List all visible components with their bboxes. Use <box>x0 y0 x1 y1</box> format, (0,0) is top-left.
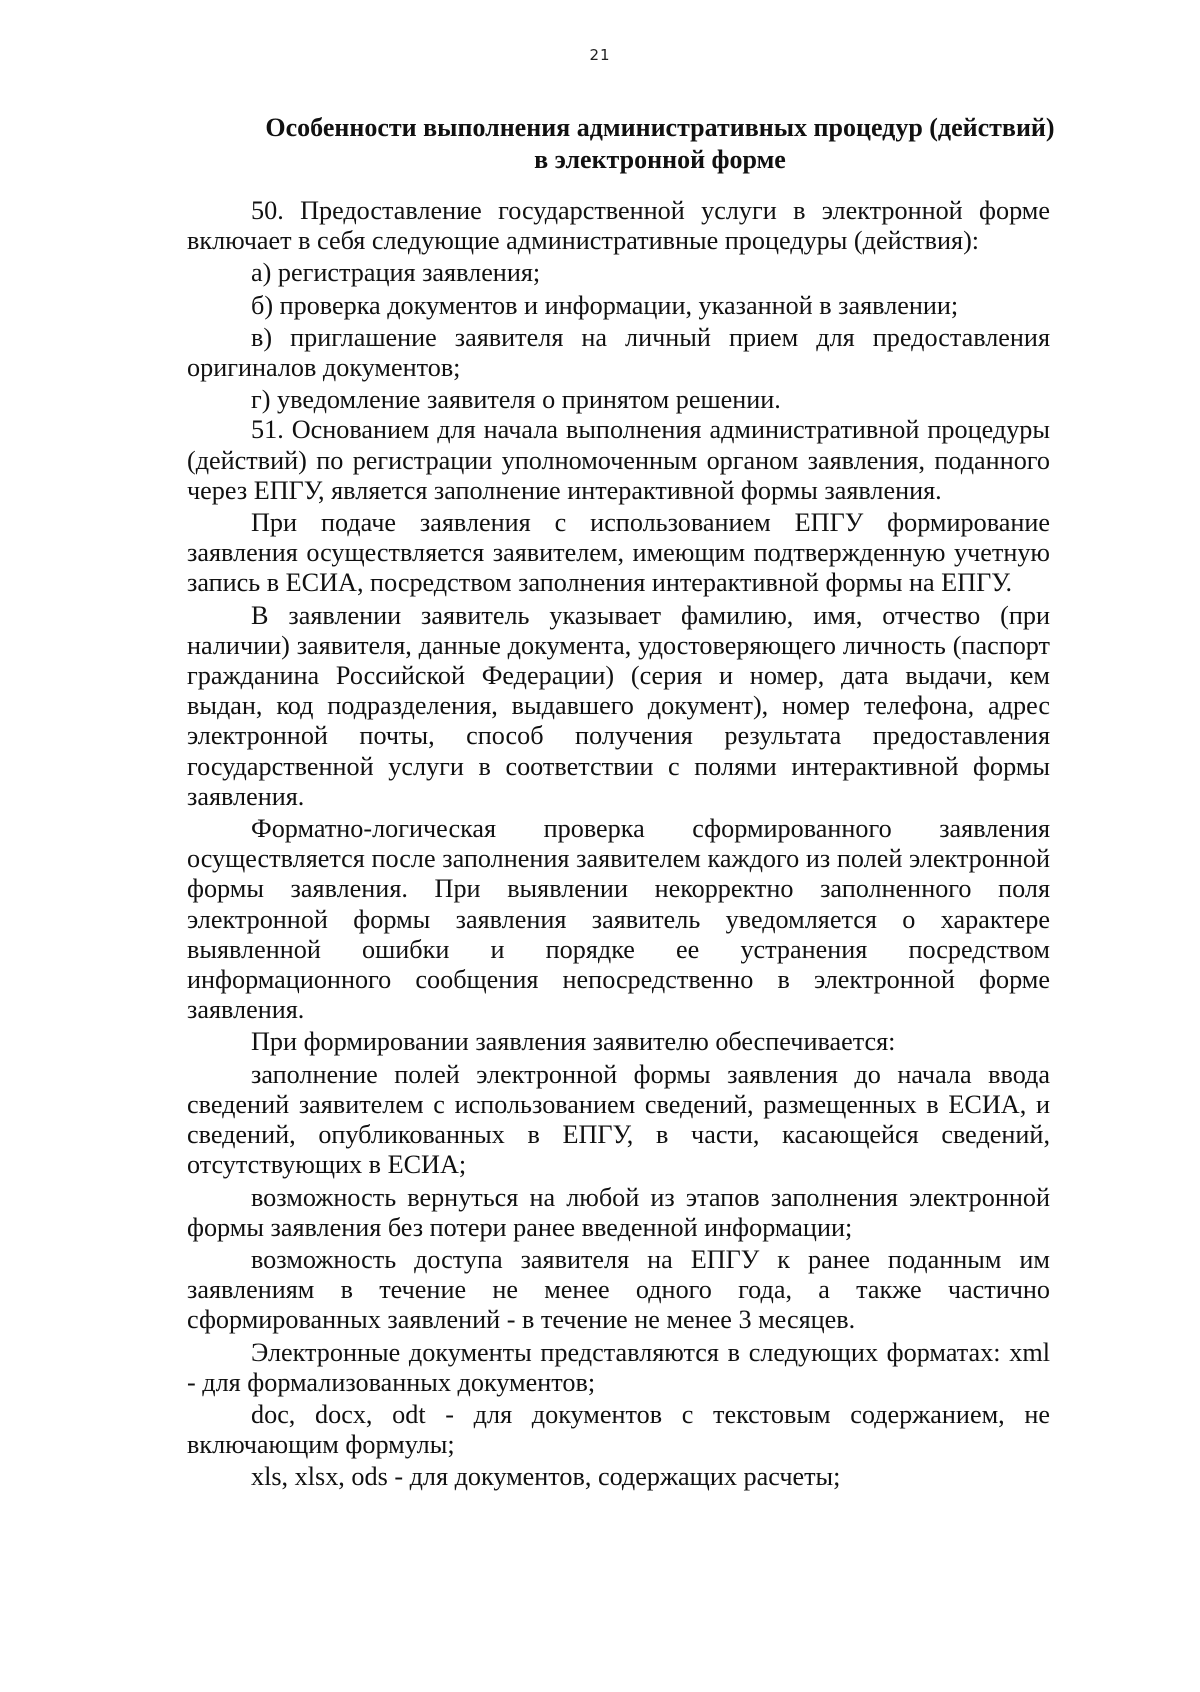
list-item-b: б) проверка документов и информации, указанной в заявлении; <box>251 290 959 320</box>
paragraph-formats-xls: xls, xlsx, ods - для документов, содержащих расчеты; <box>251 1462 841 1492</box>
section-title-line-1: Особенности выполнения административных процедур (действий) <box>265 113 1055 142</box>
paragraph-50: 50. Предоставление государственной услуги в электронной форме включает в себя следующие административные процедуры (действия): <box>187 196 1050 256</box>
paragraph-submission: При подаче заявления с использованием ЕПГУ формирование заявления осуществляется заявителем, имеющим подтвержденную учетную запись в ЕСИА, посредством заполнения интерактивной формы на ЕПГУ. <box>187 508 1050 598</box>
paragraph-formats-xml: Электронные документы представляются в следующих форматах: xml - для формализованных документов; <box>187 1337 1050 1397</box>
paragraph-provided: При формировании заявления заявителю обеспечивается: <box>251 1027 896 1057</box>
list-item-g: г) уведомление заявителя о принятом решении. <box>251 385 781 415</box>
list-item-a: а) регистрация заявления; <box>251 258 541 288</box>
section-title <box>250 112 1070 176</box>
paragraph-format-check: Форматно-логическая проверка сформированного заявления осуществляется после заполнения заявителем каждого из полей электронной формы заявления. При выявлении некорректно заполненного поля электронной формы заявления заявитель уведомляется о характере выявленной ошибки и порядке ее устранения посредством информационного сообщения непосредственно в электронной форме заявления. <box>187 814 1050 1025</box>
paragraph-applicant-data: В заявлении заявитель указывает фамилию, имя, отчество (при наличии) заявителя, данные документа, удостоверяющего личность (паспорт гражданина Российской Федерации) (серия и номер, дата выдачи, кем выдан, код подразделения, выдавшего документ), номер телефона, адрес электронной почты, способ получения результата предоставления государственной услуги в соответствии с полями интерактивной формы заявления. <box>187 600 1050 811</box>
paragraph-access: возможность доступа заявителя на ЕПГУ к ранее поданным им заявлениям в течение не менее одного года, а также частично сформированных заявлений - в течение не менее 3 месяцев. <box>187 1244 1050 1335</box>
paragraph-51: 51. Основанием для начала выполнения административной процедуры (действий) по регистрации уполномоченным органом заявления, поданного через ЕПГУ, является заполнение интерактивной формы заявления. <box>187 415 1050 505</box>
paragraph-formats-doc: doc, docx, odt - для документов с текстовым содержанием, не включающим формулы; <box>187 1399 1050 1460</box>
document-body <box>187 196 1050 1493</box>
list-item-v: в) приглашение заявителя на личный прием для предоставления оригиналов документов; <box>187 322 1050 383</box>
paragraph-autofill: заполнение полей электронной формы заявления до начала ввода сведений заявителем с использованием сведений, размещенных в ЕСИА, и сведений, опубликованных в ЕПГУ, в части, касающейся сведений, отсутствующих в ЕСИА; <box>187 1059 1050 1180</box>
section-title-line-2: в электронной форме <box>534 145 786 174</box>
page-number: 21 <box>589 46 611 64</box>
paragraph-return: возможность вернуться на любой из этапов заполнения электронной формы заявления без потери ранее введенной информации; <box>187 1182 1050 1242</box>
